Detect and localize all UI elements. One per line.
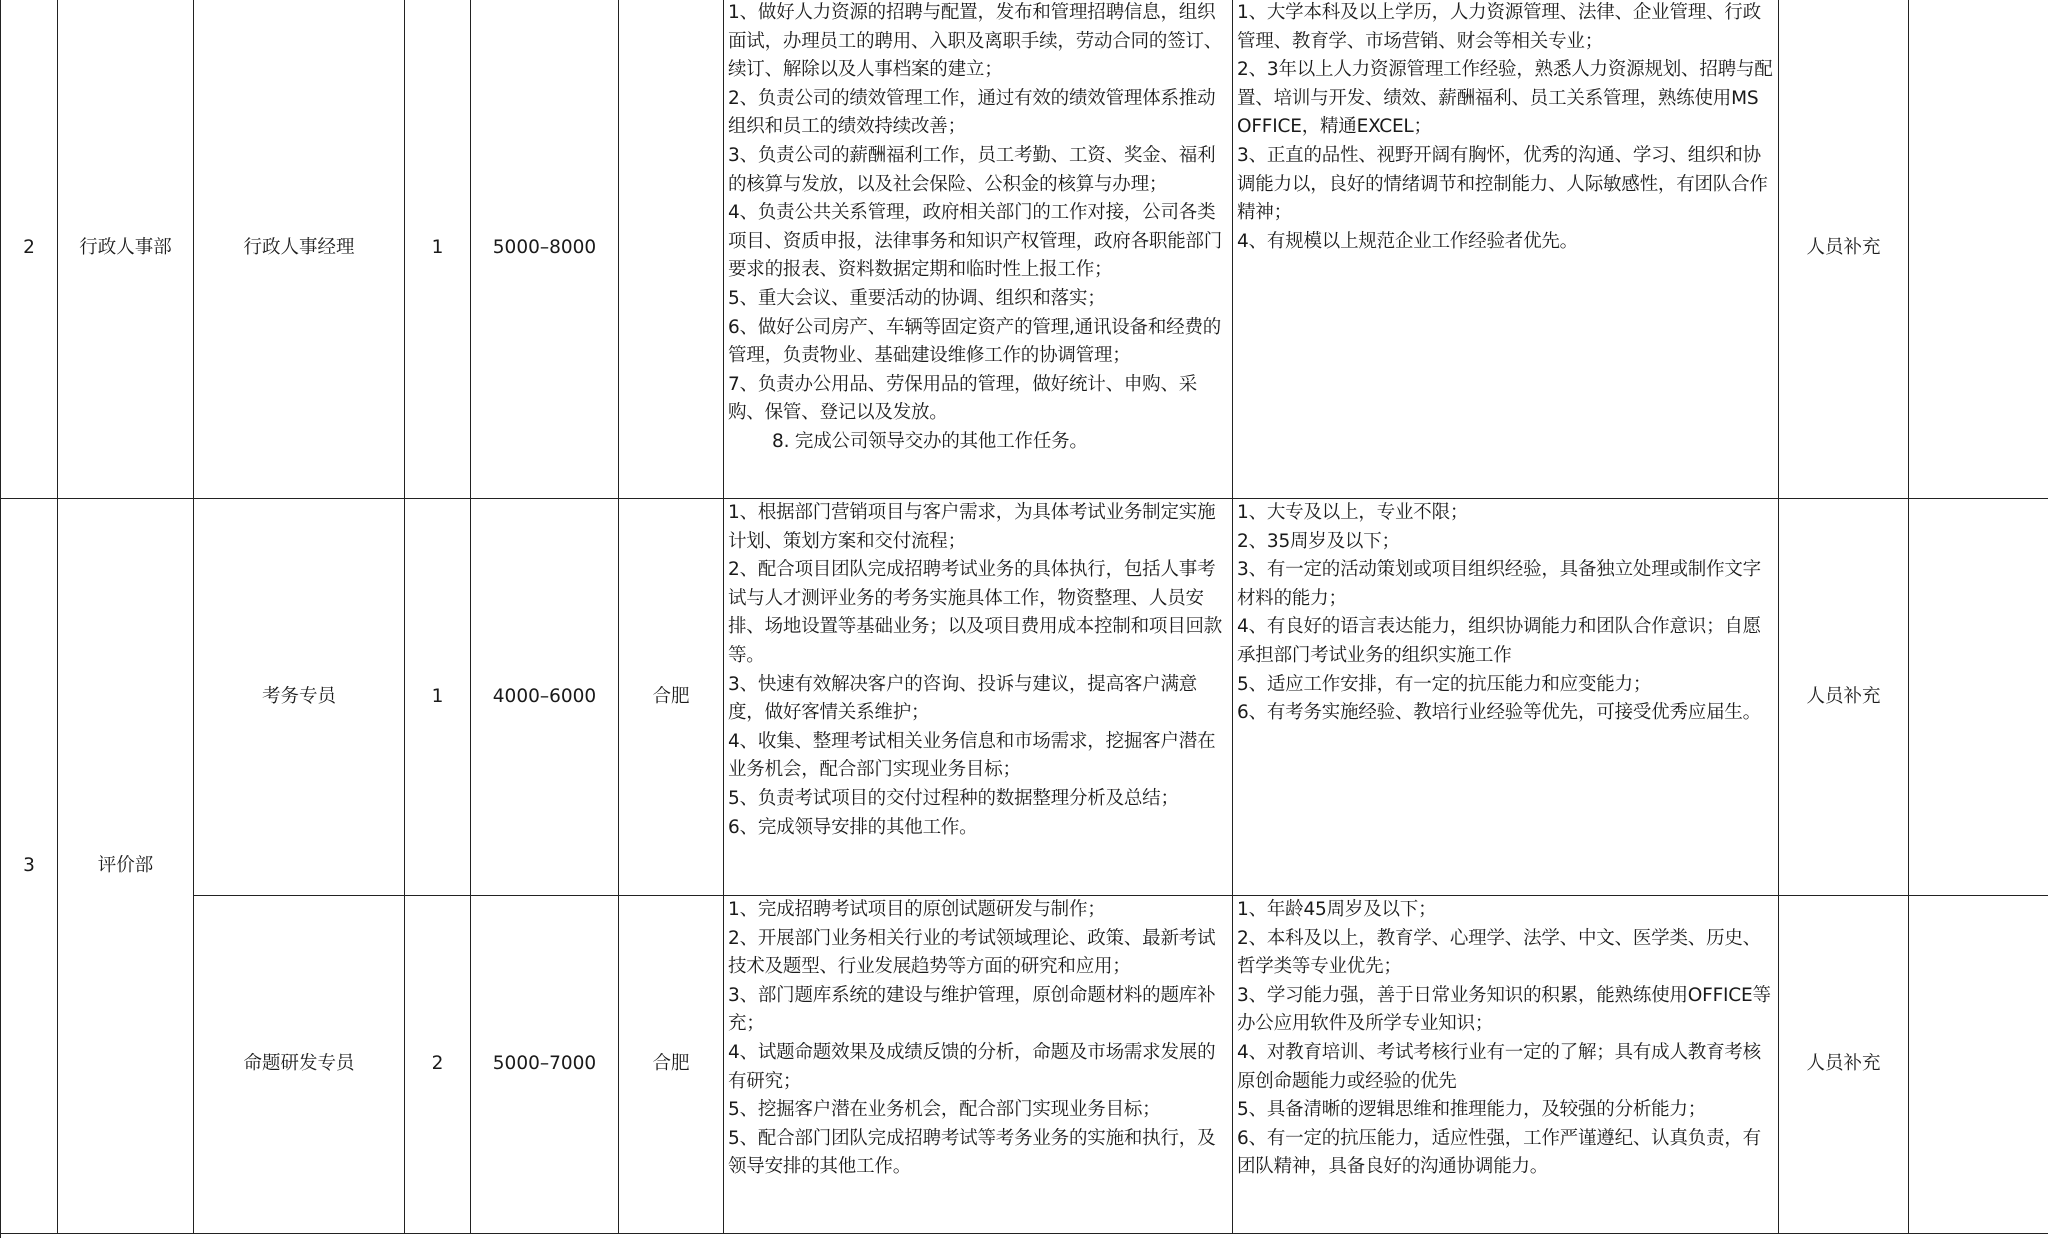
position-cell bbox=[194, 499, 405, 896]
position-title: 命题研发专员 bbox=[243, 1053, 355, 1075]
duties-cell bbox=[724, 0, 1233, 499]
table-row bbox=[1, 499, 2048, 896]
department-cell bbox=[58, 499, 194, 1234]
note-cell bbox=[1909, 896, 2048, 1234]
duty-item: 5、重大会议、重要活动的协调、组织和落实； bbox=[728, 287, 1106, 309]
note-cell bbox=[1909, 499, 2048, 896]
salary-range: 5000–7000 bbox=[492, 1053, 597, 1075]
requirement-item: 6、有考务实施经验、教培行业经验等优先，可接受优秀应届生。 bbox=[1237, 702, 1761, 724]
requirement-item: 6、有一定的抗压能力，适应性强，工作严谨遵纪、认真负责，有团队精神，具备良好的沟通协调能力。 bbox=[1237, 1127, 1761, 1178]
requirement-item: 2、本科及以上，教育学、心理学、法学、中文、医学类、历史、哲学类等专业优先； bbox=[1237, 927, 1761, 978]
row-number: 2 bbox=[23, 237, 35, 259]
position-title: 行政人事经理 bbox=[243, 237, 355, 259]
headcount: 2 bbox=[431, 1053, 444, 1075]
location-cell bbox=[619, 896, 724, 1234]
salary-range: 4000–6000 bbox=[492, 685, 597, 707]
duty-item: 5、配合部门团队完成招聘考试等考务业务的实施和执行，及领导安排的其他工作。 bbox=[728, 1127, 1216, 1178]
requirement-item: 5、适应工作安排，有一定的抗压能力和应变能力； bbox=[1237, 673, 1652, 695]
requirements-cell bbox=[1233, 499, 1779, 896]
duty-item: 6、完成领导安排的其他工作。 bbox=[728, 816, 978, 838]
reason-cell bbox=[1779, 896, 1909, 1234]
reason-cell bbox=[1779, 0, 1909, 499]
requirement-item: 4、对教育培训、考试考核行业有一定的了解；具有成人教育考核原创命题能力或经验的优先 bbox=[1237, 1041, 1761, 1092]
duty-item: 2、负责公司的绩效管理工作，通过有效的绩效管理体系推动组织和员工的绩效持续改善； bbox=[728, 87, 1216, 138]
note-cell bbox=[1909, 0, 2048, 499]
requirement-item: 4、有良好的语言表达能力，组织协调能力和团队合作意识；自愿承担部门考试业务的组织实施工作 bbox=[1237, 616, 1761, 666]
work-location: 合肥 bbox=[652, 1053, 690, 1075]
hiring-reason: 人员补充 bbox=[1806, 237, 1881, 259]
duty-item: 8. 完成公司领导交办的其他工作任务。 bbox=[772, 430, 1088, 452]
salary-cell bbox=[471, 896, 619, 1234]
salary-range: 5000–8000 bbox=[492, 237, 597, 259]
requirement-item: 2、3年以上人力资源管理工作经验，熟悉人力资源规划、招聘与配置、培训与开发、绩效、薪酬福利、员工关系管理，熟练使用MS OFFICE，精通EXCEL； bbox=[1237, 59, 1773, 138]
duty-item: 1、完成招聘考试项目的原创试题研发与制作； bbox=[728, 899, 1106, 920]
duties-cell bbox=[724, 896, 1233, 1234]
department: 行政人事部 bbox=[79, 237, 172, 259]
table-row bbox=[1, 896, 2048, 1234]
duty-item: 6、做好公司房产、车辆等固定资产的管理,通讯设备和经费的管理，负责物业、基础建设维修工作的协调管理； bbox=[728, 316, 1222, 367]
duty-item: 2、开展部门业务相关行业的考试领域理论、政策、最新考试技术及题型、行业发展趋势等方面的研究和应用； bbox=[728, 927, 1216, 978]
duty-item: 7、负责办公用品、劳保用品的管理，做好统计、申购、采购、保管、登记以及发放。 bbox=[728, 373, 1198, 424]
requirement-item: 2、35周岁及以下； bbox=[1237, 530, 1400, 552]
table-row bbox=[1, 0, 2048, 499]
position-cell bbox=[194, 896, 405, 1234]
duty-item: 2、配合项目团队完成招聘考试业务的具体执行，包括人事考试与人才测评业务的考务实施具体工作，物资整理、人员安排、场地设置等基础业务；以及项目费用成本控制和项目回款等。 bbox=[728, 559, 1223, 666]
reason-cell bbox=[1779, 499, 1909, 896]
requirement-item: 3、正直的品性、视野开阔有胸怀，优秀的沟通、学习、组织和协调能力以，良好的情绪调节和控制能力、人际敏感性，有团队合作精神； bbox=[1237, 144, 1768, 224]
hiring-reason: 人员补充 bbox=[1806, 1053, 1881, 1075]
headcount-cell bbox=[405, 896, 471, 1234]
location-cell bbox=[619, 0, 724, 499]
duty-item: 1、做好人力资源的招聘与配置，发布和管理招聘信息，组织面试，办理员工的聘用、入职及离职手续，劳动合同的签订、续订、解除以及人事档案的建立； bbox=[728, 2, 1223, 81]
location-cell bbox=[619, 499, 724, 896]
requirement-item: 5、具备清晰的逻辑思维和推理能力，及较强的分析能力； bbox=[1237, 1099, 1707, 1121]
requirements-cell bbox=[1233, 0, 1779, 499]
row-number: 3 bbox=[23, 854, 35, 876]
work-location: 合肥 bbox=[652, 685, 690, 707]
department: 评价部 bbox=[97, 854, 154, 876]
headcount-cell bbox=[405, 499, 471, 896]
duties-cell bbox=[724, 499, 1233, 896]
hiring-reason: 人员补充 bbox=[1806, 685, 1881, 707]
headcount: 1 bbox=[431, 685, 444, 707]
requirement-item: 4、有规模以上规范企业工作经验者优先。 bbox=[1237, 230, 1578, 252]
duty-item: 4、试题命题效果及成绩反馈的分析，命题及市场需求发展的有研究； bbox=[728, 1041, 1216, 1092]
headcount-cell bbox=[405, 0, 471, 499]
requirement-item: 1、大学本科及以上学历，人力资源管理、法律、企业管理、行政管理、教育学、市场营销、财会等相关专业； bbox=[1237, 2, 1761, 52]
duty-item: 4、负责公共关系管理，政府相关部门的工作对接，公司各类项目、资质申报，法律事务和知识产权管理，政府各职能部门要求的报表、资料数据定期和临时性上报工作； bbox=[728, 202, 1223, 281]
duty-item: 3、快速有效解决客户的咨询、投诉与建议，提高客户满意度，做好客情关系维护； bbox=[728, 673, 1198, 724]
duty-item: 1、根据部门营销项目与客户需求，为具体考试业务制定实施计划、策划方案和交付流程； bbox=[728, 502, 1216, 552]
duty-item: 5、挖掘客户潜在业务机会，配合部门实现业务目标； bbox=[728, 1099, 1161, 1121]
requirements-cell bbox=[1233, 896, 1779, 1234]
position-cell bbox=[194, 0, 405, 499]
requirement-item: 3、有一定的活动策划或项目组织经验，具备独立处理或制作文字材料的能力； bbox=[1237, 559, 1761, 609]
position-title: 考务专员 bbox=[261, 685, 336, 707]
salary-cell bbox=[471, 499, 619, 896]
duty-item: 5、负责考试项目的交付过程种的数据整理分析及总结； bbox=[728, 787, 1179, 809]
department-cell bbox=[58, 0, 194, 499]
row-number-cell bbox=[1, 499, 58, 1234]
requirement-item: 1、年龄45周岁及以下； bbox=[1237, 899, 1437, 920]
requirement-item: 3、学习能力强，善于日常业务知识的积累，能熟练使用OFFICE等办公应用软件及所学专业知识； bbox=[1237, 984, 1771, 1035]
requirement-item: 1、大专及以上，专业不限； bbox=[1237, 502, 1469, 523]
row-number-cell bbox=[1, 0, 58, 499]
duty-item: 4、收集、整理考试相关业务信息和市场需求，挖掘客户潜在业务机会，配合部门实现业务目标； bbox=[728, 730, 1216, 781]
headcount: 1 bbox=[431, 237, 444, 259]
duty-item: 3、负责公司的薪酬福利工作，员工考勤、工资、奖金、福利的核算与发放，以及社会保险、公积金的核算与办理； bbox=[728, 144, 1216, 195]
duty-item: 3、部门题库系统的建设与维护管理，原创命题材料的题库补充； bbox=[728, 984, 1216, 1035]
salary-cell bbox=[471, 0, 619, 499]
